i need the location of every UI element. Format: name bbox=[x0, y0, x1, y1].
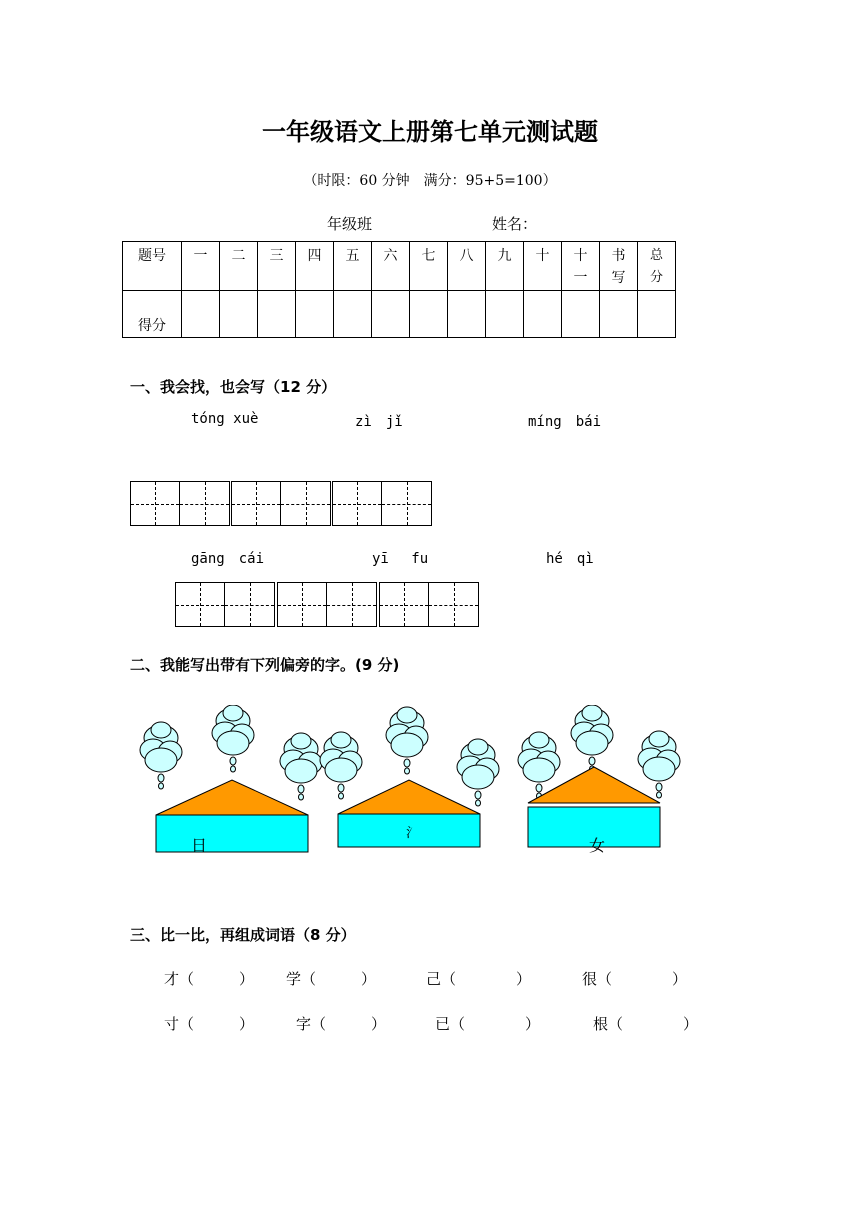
score-col-9: 九 bbox=[486, 242, 524, 291]
writing-grid[interactable] bbox=[231, 481, 331, 526]
pinyin-tong-xue: tóng xuè bbox=[191, 411, 259, 427]
pinyin-zi-ji: zì jǐ bbox=[355, 414, 403, 430]
compare-ji[interactable]: 己（ ） bbox=[426, 970, 532, 988]
score-row-label: 得分 bbox=[123, 291, 182, 338]
writing-grid[interactable] bbox=[332, 481, 432, 526]
score-cell[interactable] bbox=[600, 291, 638, 338]
score-cell[interactable] bbox=[220, 291, 258, 338]
compare-yi[interactable]: 已（ ） bbox=[435, 1015, 541, 1033]
tree-icon bbox=[386, 707, 428, 774]
page-title: 一年级语文上册第七单元测试题 bbox=[262, 118, 598, 146]
house-wall bbox=[156, 815, 308, 852]
pinyin-ming-bai: míng bái bbox=[528, 414, 602, 430]
compare-zi[interactable]: 字（ ） bbox=[296, 1015, 387, 1033]
pinyin-gang-cai: gāng cái bbox=[191, 551, 265, 567]
score-col-2: 二 bbox=[220, 242, 258, 291]
score-col-7: 七 bbox=[410, 242, 448, 291]
score-table bbox=[122, 241, 676, 338]
tree-icon bbox=[320, 732, 362, 799]
score-cell[interactable] bbox=[638, 291, 676, 338]
pinyin-he-qi: hé qì bbox=[546, 551, 594, 567]
compare-xue[interactable]: 学（ ） bbox=[286, 970, 377, 988]
writing-grid[interactable] bbox=[175, 582, 275, 627]
score-col-3: 三 bbox=[258, 242, 296, 291]
tree-icon bbox=[280, 733, 322, 800]
compare-gen[interactable]: 根（ ） bbox=[593, 1015, 699, 1033]
score-cell[interactable] bbox=[486, 291, 524, 338]
score-col-10: 十 bbox=[524, 242, 562, 291]
compare-cai[interactable]: 才（ ） bbox=[164, 970, 255, 988]
class-label: 年级班 bbox=[327, 215, 373, 233]
score-cell[interactable] bbox=[410, 291, 448, 338]
radical-nv: 女 bbox=[589, 836, 606, 855]
score-cell[interactable] bbox=[448, 291, 486, 338]
section-1-heading: 一、我会找，也会写（12 分） bbox=[130, 378, 337, 396]
section-3-heading: 三、比一比，再组成词语（8 分） bbox=[130, 926, 356, 944]
score-cell[interactable] bbox=[182, 291, 220, 338]
compare-hen[interactable]: 很（ ） bbox=[582, 970, 688, 988]
tree-icon bbox=[140, 722, 182, 789]
subtitle: （时限：60 分钟 满分：95+5=100） bbox=[303, 173, 557, 189]
score-cell[interactable] bbox=[372, 291, 410, 338]
score-cell[interactable] bbox=[562, 291, 600, 338]
score-col-6: 六 bbox=[372, 242, 410, 291]
name-label: 姓名： bbox=[492, 215, 538, 233]
tree-icon bbox=[212, 705, 254, 772]
score-col-1: 一 bbox=[182, 242, 220, 291]
score-col-5: 五 bbox=[334, 242, 372, 291]
writing-grid[interactable] bbox=[277, 582, 377, 627]
radical-water: 氵 bbox=[406, 826, 420, 841]
section-2-heading: 二、我能写出带有下列偏旁的字。(9 分) bbox=[130, 656, 400, 674]
score-header-label: 题号 bbox=[123, 242, 182, 291]
score-col-8: 八 bbox=[448, 242, 486, 291]
score-col-total: 总分 bbox=[649, 248, 663, 285]
roof bbox=[156, 780, 308, 815]
radical-ri: 日 bbox=[191, 836, 208, 855]
score-cell[interactable] bbox=[524, 291, 562, 338]
score-col-writing: 书写 bbox=[611, 248, 626, 286]
pinyin-yi-fu: yī fu bbox=[372, 551, 429, 567]
writing-grid[interactable] bbox=[130, 481, 230, 526]
tree-icon bbox=[638, 731, 680, 798]
tree-icon bbox=[457, 739, 499, 806]
compare-cun[interactable]: 寸（ ） bbox=[164, 1015, 255, 1033]
writing-grid[interactable] bbox=[379, 582, 479, 627]
score-col-11: 十一 bbox=[573, 248, 588, 286]
score-col-4: 四 bbox=[296, 242, 334, 291]
score-cell[interactable] bbox=[296, 291, 334, 338]
score-cell[interactable] bbox=[258, 291, 296, 338]
score-cell[interactable] bbox=[334, 291, 372, 338]
roof bbox=[338, 780, 480, 814]
tree-icon bbox=[571, 705, 613, 772]
